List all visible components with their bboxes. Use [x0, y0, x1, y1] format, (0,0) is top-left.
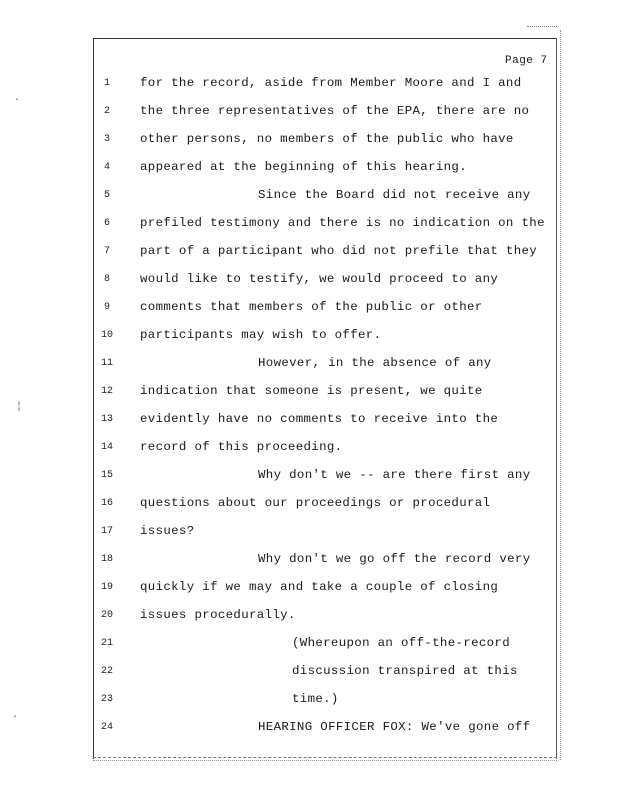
transcript-line	[0, 550, 618, 570]
transcript-line	[0, 326, 618, 346]
transcript-line	[0, 522, 618, 542]
line-number: 5	[103, 190, 110, 201]
line-text: Why don't we go off the record very	[258, 552, 531, 566]
transcript-line	[0, 74, 618, 94]
line-text: issues?	[140, 524, 195, 538]
line-number: 10	[100, 330, 113, 341]
line-number: 13	[100, 414, 113, 425]
line-text: questions about our proceedings or procedural	[140, 496, 491, 510]
transcript-line	[0, 494, 618, 514]
line-number: 23	[100, 694, 113, 705]
line-text: discussion transpired at this	[292, 664, 518, 678]
scan-speck: ·	[12, 712, 19, 723]
transcript-line	[0, 438, 618, 458]
line-text: (Whereupon an off-the-record	[292, 636, 510, 650]
transcript-line	[0, 242, 618, 262]
line-number: 9	[103, 302, 110, 313]
transcript-line	[0, 186, 618, 206]
line-number: 1	[103, 78, 110, 89]
line-text: indication that someone is present, we quite	[140, 384, 483, 398]
transcript-line	[0, 718, 618, 738]
line-number: 16	[100, 498, 113, 509]
transcript-line	[0, 606, 618, 626]
frame-bottom-rule	[93, 757, 557, 758]
line-text: would like to testify, we would proceed to any	[140, 272, 499, 286]
transcript-line	[0, 662, 618, 682]
transcript-line	[0, 158, 618, 178]
line-text: quickly if we may and take a couple of closing	[140, 580, 499, 594]
line-number: 14	[100, 442, 113, 453]
line-text: Why don't we -- are there first any	[258, 468, 531, 482]
transcript-line	[0, 634, 618, 654]
line-number: 12	[100, 386, 113, 397]
line-number: 22	[100, 666, 113, 677]
line-text: for the record, aside from Member Moore and I and	[140, 76, 522, 90]
line-number: 3	[103, 134, 110, 145]
line-text: record of this proceeding.	[140, 440, 343, 454]
scan-speck: ·	[14, 95, 21, 106]
line-text: the three representatives of the EPA, there are no	[140, 104, 530, 118]
line-number: 24	[100, 722, 113, 733]
line-text: However, in the absence of any	[258, 356, 492, 370]
scan-mark-top	[527, 26, 557, 27]
line-number: 15	[100, 470, 113, 481]
line-text: other persons, no members of the public who have	[140, 132, 514, 146]
line-text: part of a participant who did not prefile that they	[140, 244, 538, 258]
line-text: appeared at the beginning of this hearing.	[140, 160, 467, 174]
line-number: 11	[100, 358, 113, 369]
line-number: 7	[103, 246, 110, 257]
frame-bottom-rule-2	[93, 760, 557, 761]
line-number: 19	[100, 582, 113, 593]
line-text: participants may wish to offer.	[140, 328, 382, 342]
transcript-line	[0, 214, 618, 234]
line-number: 18	[100, 554, 113, 565]
transcript-line	[0, 410, 618, 430]
transcript-line	[0, 466, 618, 486]
line-text: issues procedurally.	[140, 608, 296, 622]
line-number: 17	[100, 526, 113, 537]
transcript-line	[0, 578, 618, 598]
line-number: 2	[103, 106, 110, 117]
transcript-line	[0, 354, 618, 374]
line-text: Since the Board did not receive any	[258, 188, 531, 202]
line-number: 8	[103, 274, 110, 285]
line-number: 21	[100, 638, 113, 649]
line-number: 6	[103, 218, 110, 229]
line-number: 4	[103, 162, 110, 173]
line-number: 20	[100, 610, 113, 621]
scan-speck: ¦	[16, 402, 23, 413]
line-text: time.)	[292, 692, 339, 706]
transcript-line	[0, 270, 618, 290]
transcript-line	[0, 102, 618, 122]
transcript-line	[0, 298, 618, 318]
page-number-label: Page 7	[505, 55, 548, 67]
transcript-line	[0, 382, 618, 402]
transcript-line	[0, 690, 618, 710]
line-text: HEARING OFFICER FOX: We've gone off	[258, 720, 531, 734]
transcript-line	[0, 130, 618, 150]
line-text: evidently have no comments to receive into the	[140, 412, 499, 426]
line-text: comments that members of the public or other	[140, 300, 483, 314]
line-text: prefiled testimony and there is no indication on the	[140, 216, 545, 230]
